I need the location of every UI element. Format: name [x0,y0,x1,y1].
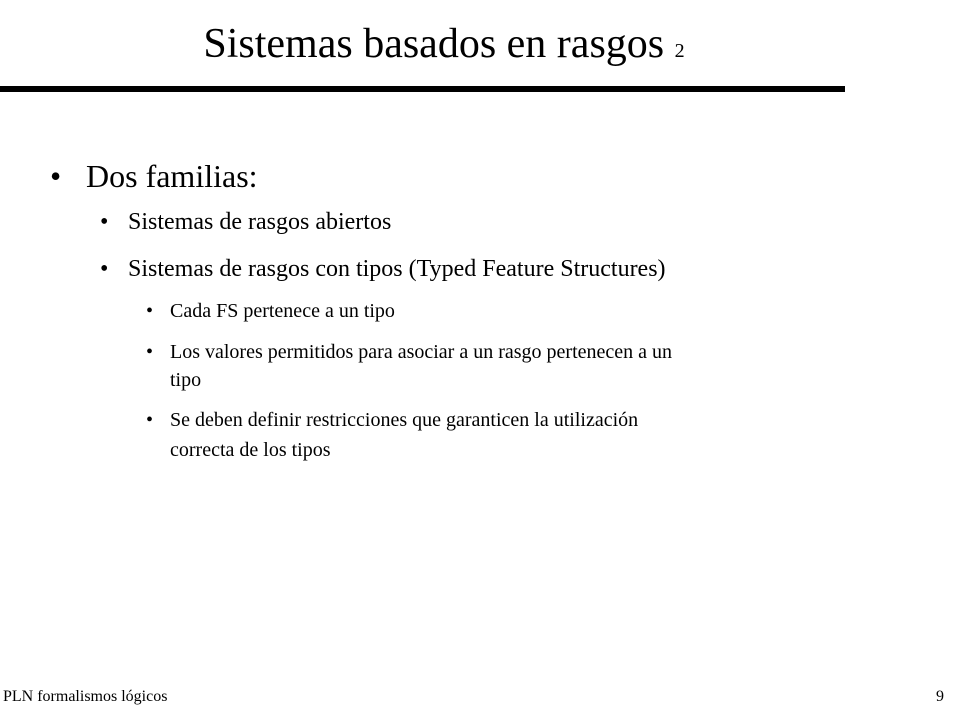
bullet-text-continuation: tipo [170,369,202,391]
bullet-text: Se deben definir restricciones que garanticen la utilización [170,409,639,431]
page-number: 9 [936,688,944,705]
bullet-icon: • [146,341,154,363]
slide-title-number: 2 [674,40,685,62]
slide-title [0,16,888,79]
bullet-text: Dos familias: [86,158,258,194]
bullet-icon: • [146,409,154,431]
bullet-icon: • [100,209,109,235]
footer-caption: PLN formalismos lógicos [3,688,168,705]
bullet-icon: • [146,300,154,322]
bullet-text: Sistemas de rasgos con tipos (Typed Feature Structures) [128,256,666,282]
bullet-icon: • [100,256,109,282]
bullet-text: Sistemas de rasgos abiertos [128,209,392,235]
title-underline [0,86,845,92]
bullet-text: Los valores permitidos para asociar a un rasgo pertenecen a un [170,341,673,363]
bullet-text-continuation: correcta de los tipos [170,439,331,461]
bullet-icon: • [50,158,62,194]
bullet-text: Cada FS pertenece a un tipo [170,300,395,322]
slide-title-text: Sistemas basados en rasgos [203,21,665,67]
